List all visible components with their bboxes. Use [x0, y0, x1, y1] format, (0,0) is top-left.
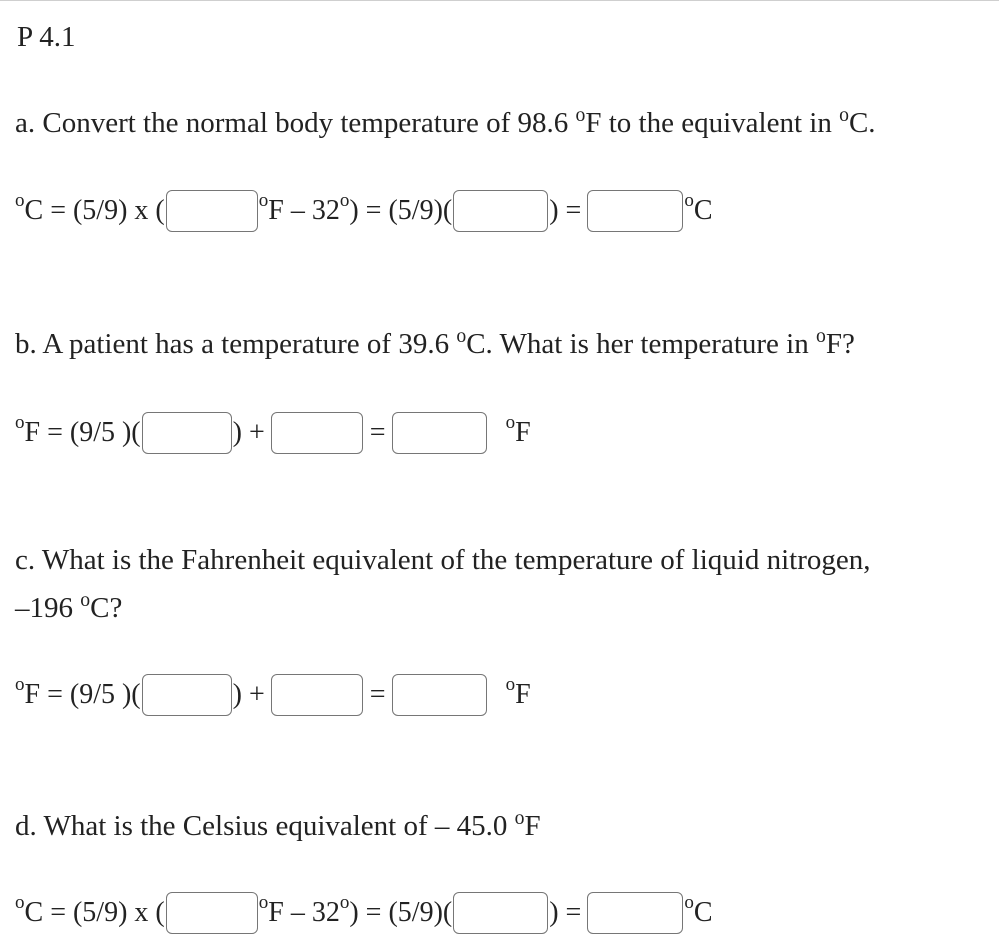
answer-c-fahrenheit-input[interactable]	[392, 674, 487, 716]
problem-id: P 4.1	[17, 21, 76, 53]
equation-c: $^o$ F = (9/5 )( ) + = $^o$ F	[15, 673, 531, 717]
degree-mark: o	[456, 325, 467, 348]
question-a-text-2: F to the equivalent in	[585, 107, 840, 139]
answer-d-celsius-input[interactable]	[587, 892, 683, 934]
equation-c-plus: ) +	[232, 679, 265, 710]
answer-c-celsius-input[interactable]	[142, 674, 232, 716]
answer-b-celsius-input[interactable]	[142, 412, 232, 454]
equation-c-unit: F	[515, 679, 531, 710]
equation-b-plus: ) +	[232, 417, 265, 448]
question-a-text-3: C.	[848, 107, 876, 139]
equation-a-equals: ) =	[549, 195, 582, 226]
equation-a-times: ) = (5/9)(	[349, 195, 453, 226]
question-d	[15, 802, 541, 850]
equation-b-equals: =	[369, 417, 386, 448]
degree-mark: o	[514, 807, 525, 830]
question-c-line-2	[15, 584, 871, 632]
question-b	[15, 320, 855, 368]
answer-a-difference-input[interactable]	[453, 190, 548, 232]
answer-a-celsius-input[interactable]	[587, 190, 683, 232]
degree-mark: o	[815, 325, 826, 348]
question-c	[15, 536, 871, 632]
answer-c-offset-input[interactable]	[271, 674, 363, 716]
answer-a-fahrenheit-input[interactable]	[166, 190, 258, 232]
degree-mark: o	[839, 104, 849, 127]
degree-mark: o	[575, 104, 586, 127]
equation-b-lhs: F = (9/5 )(	[24, 417, 141, 448]
equation-c-lhs: F = (9/5 )(	[24, 679, 141, 710]
question-b-text-3: F?	[825, 328, 855, 360]
answer-d-difference-input[interactable]	[453, 892, 548, 934]
equation-a-minus-32: F – 32	[268, 195, 340, 226]
question-d-text-1: d. What is the Celsius equivalent of – 45.0	[15, 810, 515, 842]
equation-d-minus-32: F – 32	[268, 897, 340, 928]
equation-b-unit: F	[515, 417, 531, 448]
degree-mark: o	[80, 589, 91, 612]
equation-d-equals: ) =	[549, 897, 582, 928]
question-c-line-1: c. What is the Fahrenheit equivalent of the temperature of liquid nitrogen,	[15, 544, 871, 576]
equation-a: $^o$ C = (5/9) x ( $^o$ F – 32 $^o$ ) = (5/9)( ) = $^o$ C	[15, 189, 713, 233]
answer-d-fahrenheit-input[interactable]	[166, 892, 258, 934]
equation-d-unit: C	[693, 897, 713, 928]
question-b-text-2: C. What is her temperature in	[466, 328, 816, 360]
answer-b-offset-input[interactable]	[271, 412, 363, 454]
question-a-text-1: a. Convert the normal body temperature of 98.6	[15, 107, 576, 139]
top-divider	[0, 0, 999, 1]
equation-d-lhs: C = (5/9) x (	[24, 897, 165, 928]
equation-a-lhs: C = (5/9) x (	[24, 195, 165, 226]
question-b-text-1: b. A patient has a temperature of 39.6	[15, 328, 457, 360]
equation-d: $^o$ C = (5/9) x ( $^o$ F – 32 $^o$ ) = (5/9)( ) = $^o$ C	[15, 891, 713, 935]
equation-a-unit: C	[693, 195, 713, 226]
equation-d-times: ) = (5/9)(	[349, 897, 453, 928]
question-d-text-2: F	[524, 810, 541, 842]
equation-c-equals: =	[369, 679, 386, 710]
question-a	[15, 99, 876, 147]
answer-b-fahrenheit-input[interactable]	[392, 412, 487, 454]
question-c-text-2: –196	[15, 592, 81, 624]
equation-b: $^o$ F = (9/5 )( ) + = $^o$ F	[15, 411, 531, 455]
question-c-text-3: C?	[90, 592, 123, 624]
